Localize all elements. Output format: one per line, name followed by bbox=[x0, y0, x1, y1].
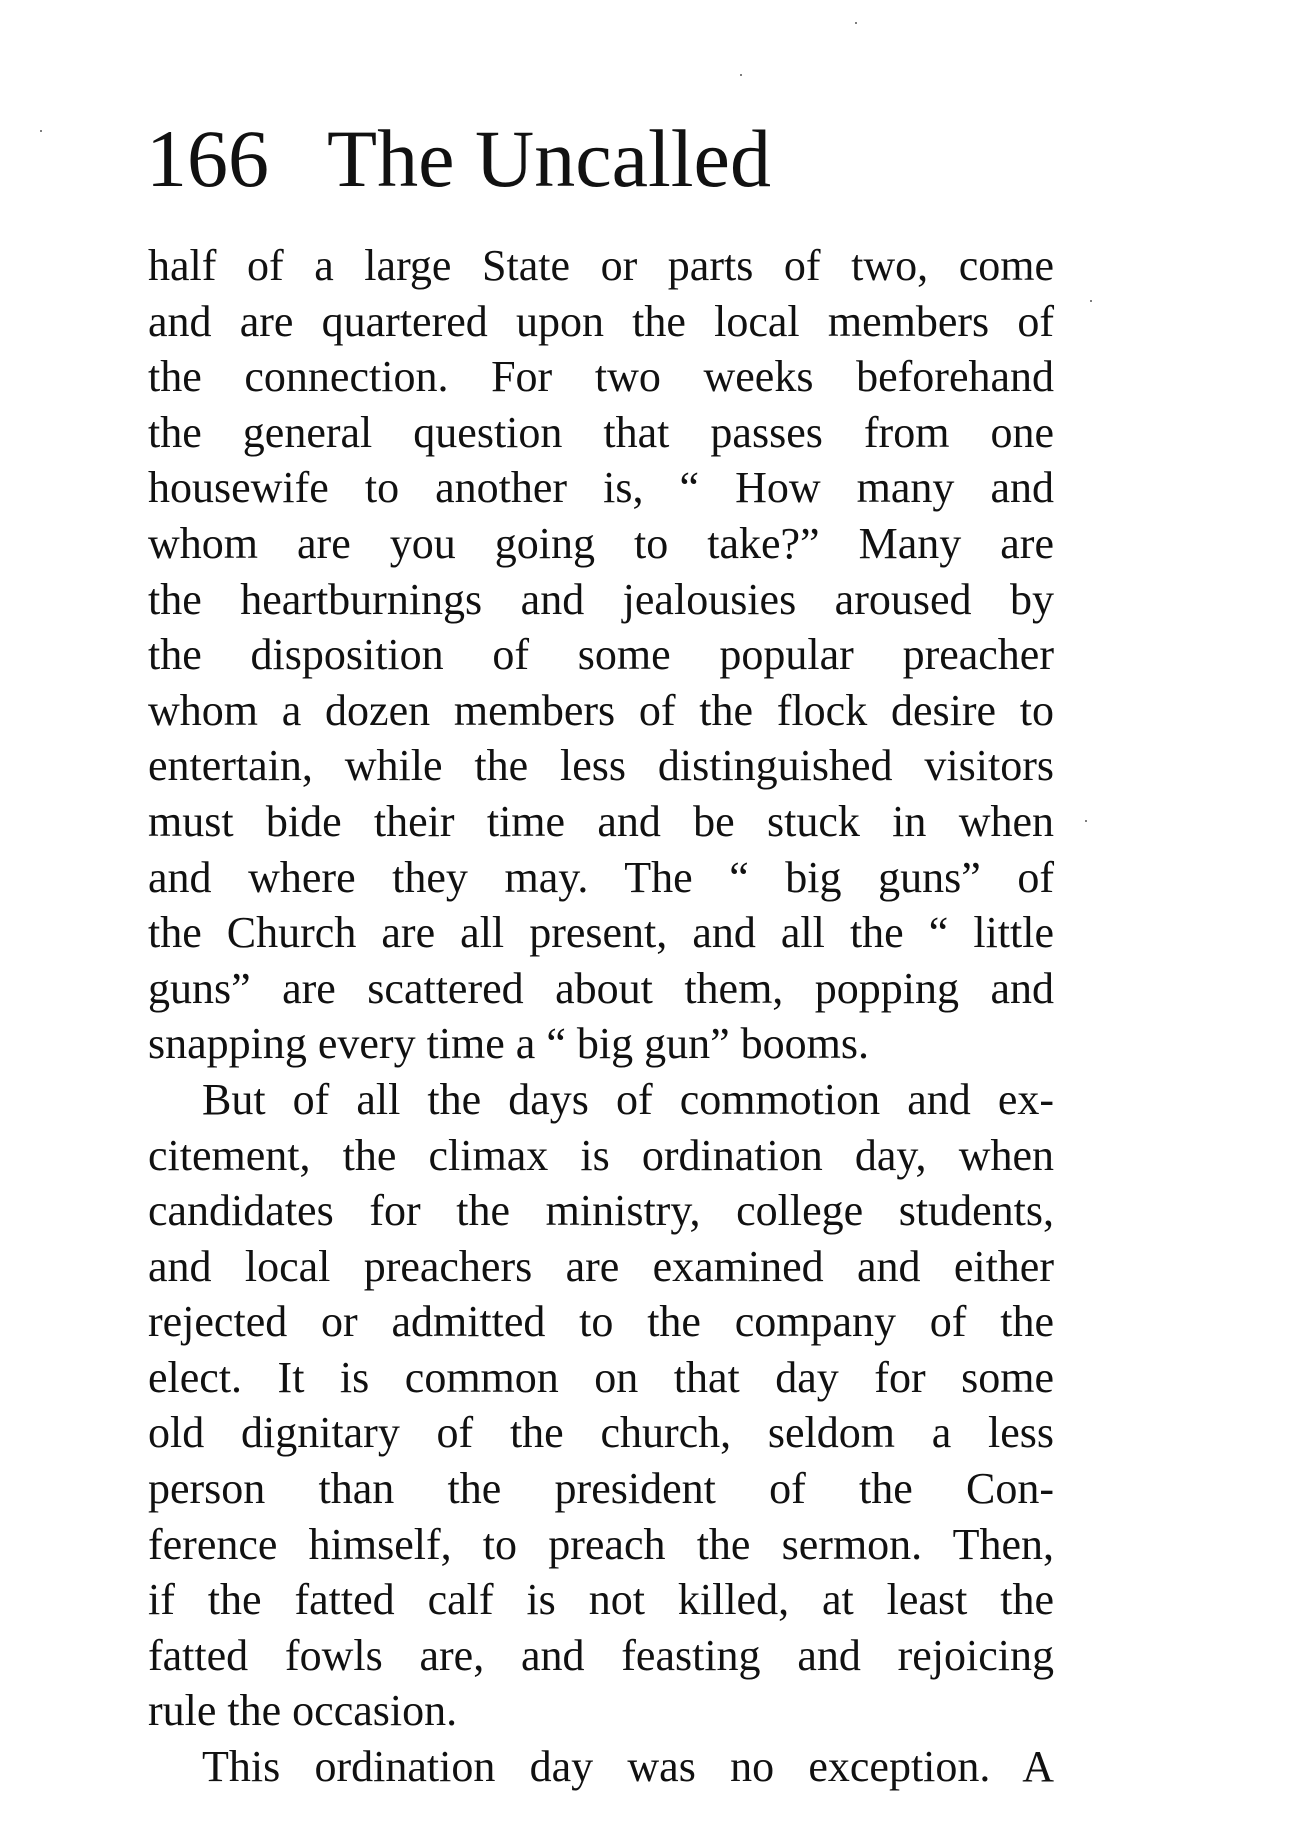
text-line: person than the president of the Con- bbox=[148, 1464, 1054, 1514]
text-line: This ordination day was no exception. A bbox=[202, 1742, 1054, 1792]
text-line: citement, the climax is ordination day, when bbox=[148, 1130, 1054, 1180]
text-line: rejected or admitted to the company of the bbox=[148, 1297, 1054, 1347]
text-line: rule the occasion. bbox=[148, 1686, 458, 1736]
text-line: old dignitary of the church, seldom a less bbox=[148, 1408, 1054, 1458]
text-line: the heartburnings and jealousies aroused by bbox=[148, 574, 1054, 624]
text-line: and local preachers are examined and either bbox=[148, 1241, 1054, 1291]
text-line: and where they may. The “ big guns” of bbox=[148, 852, 1054, 902]
text-line: the disposition of some popular preacher bbox=[148, 630, 1054, 680]
text-line: whom are you going to take?” Many are bbox=[148, 518, 1054, 568]
text-line: the Church are all present, and all the “ little bbox=[148, 908, 1054, 958]
text-line: snapping every time a “ big gun” booms. bbox=[148, 1019, 869, 1069]
page-body-text bbox=[148, 238, 1054, 1795]
running-header bbox=[146, 113, 771, 204]
text-line: elect. It is common on that day for some bbox=[148, 1352, 1054, 1402]
text-line: the connection. For two weeks beforehand bbox=[148, 352, 1054, 402]
text-line: whom a dozen members of the flock desire to bbox=[148, 685, 1054, 735]
text-line: and are quartered upon the local members of bbox=[148, 296, 1054, 346]
text-line: must bide their time and be stuck in when bbox=[148, 796, 1054, 846]
text-line: ference himself, to preach the sermon. Then, bbox=[148, 1519, 1054, 1569]
page-number: 166 bbox=[146, 113, 269, 204]
text-line: fatted fowls are, and feasting and rejoicing bbox=[148, 1630, 1054, 1680]
text-line: if the fatted calf is not killed, at least the bbox=[148, 1575, 1054, 1625]
scan-speck bbox=[1085, 820, 1087, 822]
text-line: housewife to another is, “ How many and bbox=[148, 463, 1054, 513]
scan-speck bbox=[855, 22, 857, 24]
text-line: But of all the days of commotion and ex- bbox=[202, 1074, 1054, 1124]
running-title: The Uncalled bbox=[327, 113, 771, 204]
text-line: guns” are scattered about them, popping and bbox=[148, 963, 1054, 1013]
text-line: half of a large State or parts of two, come bbox=[148, 241, 1054, 290]
text-line: the general question that passes from one bbox=[148, 407, 1054, 457]
text-line: entertain, while the less distinguished visitors bbox=[148, 741, 1054, 791]
scan-speck bbox=[1090, 300, 1092, 302]
text-line: candidates for the ministry, college students, bbox=[148, 1186, 1054, 1236]
scan-speck bbox=[40, 130, 42, 132]
scan-speck bbox=[740, 74, 742, 76]
